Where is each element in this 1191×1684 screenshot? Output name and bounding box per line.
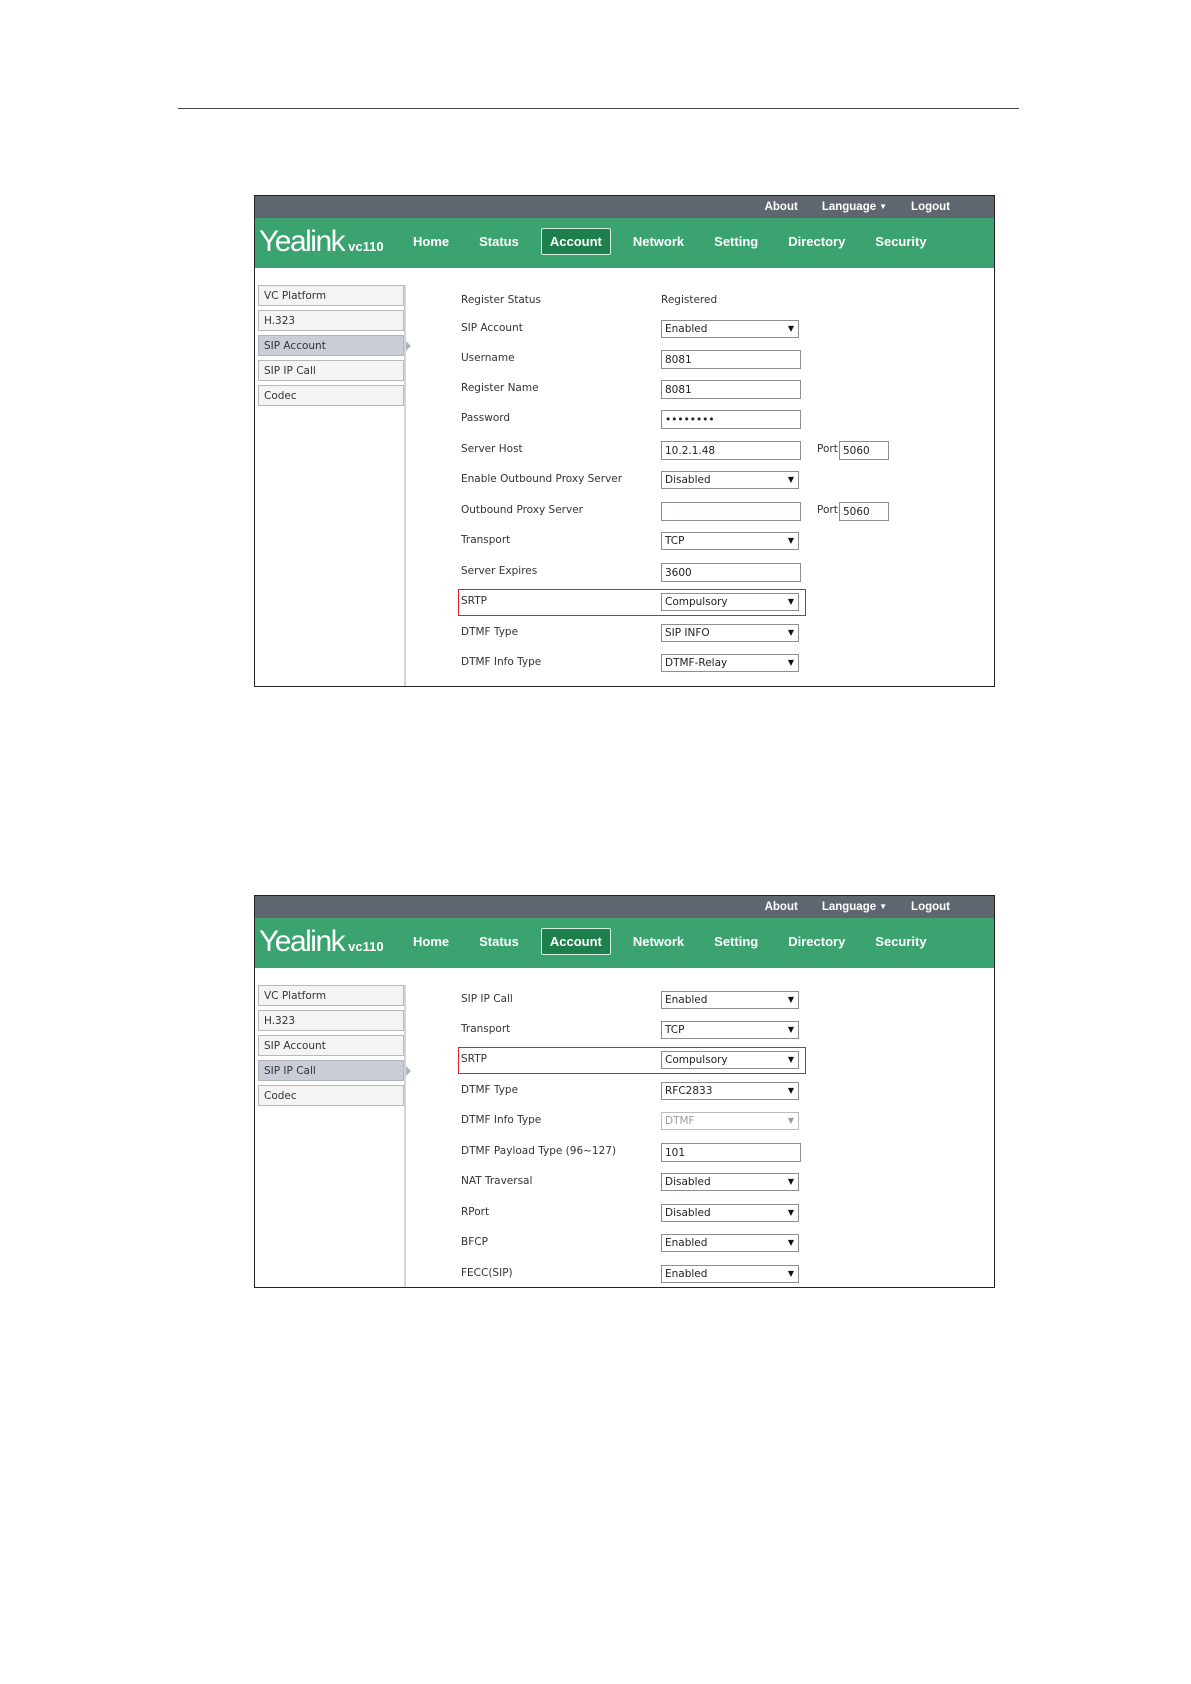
caret-down-icon: ▼ xyxy=(879,202,888,211)
yealink-logo xyxy=(259,225,384,259)
tab-home[interactable]: Home xyxy=(413,234,450,249)
logout-link[interactable]: Logout xyxy=(911,901,950,913)
dropdown-arrow-icon: ▼ xyxy=(787,1025,794,1034)
dtmf-info-type-label: DTMF Info Type xyxy=(461,1114,542,1126)
sip-ip-call-select[interactable] xyxy=(661,991,799,1009)
dropdown-arrow-icon: ▼ xyxy=(787,658,794,667)
row-transport xyxy=(255,532,994,552)
row-dtmf-info-type xyxy=(255,654,994,674)
dropdown-arrow-icon: ▼ xyxy=(787,536,794,545)
dropdown-arrow-icon: ▼ xyxy=(787,597,794,606)
password-input[interactable] xyxy=(661,410,801,429)
bfcp-label: BFCP xyxy=(461,1236,488,1248)
server-host-label: Server Host xyxy=(461,443,523,455)
row-fecc xyxy=(255,1265,994,1285)
sidebar-item-sip-account[interactable]: SIP Account xyxy=(258,1035,404,1056)
top-bar xyxy=(255,196,994,218)
sidebar-item-vc-platform[interactable]: VC Platform xyxy=(258,985,404,1006)
nav-bar xyxy=(255,218,994,268)
language-menu[interactable] xyxy=(822,901,887,913)
tab-network[interactable]: Network xyxy=(632,934,685,949)
row-transport xyxy=(255,1021,994,1041)
row-nat-traversal xyxy=(255,1173,994,1193)
dtmf-type-value: SIP INFO xyxy=(665,627,710,639)
dtmf-type-select[interactable] xyxy=(661,624,799,642)
caret-down-icon: ▼ xyxy=(879,902,888,911)
fecc-select[interactable] xyxy=(661,1265,799,1283)
dropdown-arrow-icon: ▼ xyxy=(787,475,794,484)
sidebar-item-codec[interactable]: Codec xyxy=(258,385,404,406)
dropdown-arrow-icon: ▼ xyxy=(787,1238,794,1247)
about-link[interactable]: About xyxy=(764,901,798,913)
row-outbound-server xyxy=(255,502,994,522)
tab-security[interactable]: Security xyxy=(875,234,927,249)
dtmf-info-type-label: DTMF Info Type xyxy=(461,656,542,668)
tab-network[interactable]: Network xyxy=(632,234,685,249)
dropdown-arrow-icon: ▼ xyxy=(787,1055,794,1064)
dropdown-arrow-icon: ▼ xyxy=(787,1116,794,1125)
sidebar-item-codec[interactable]: Codec xyxy=(258,1085,404,1106)
language-label: Language xyxy=(821,901,877,913)
screenshot-sip-account xyxy=(254,195,995,687)
srtp-value: Compulsory xyxy=(665,596,728,608)
top-bar xyxy=(255,896,994,918)
row-server-expires xyxy=(255,563,994,583)
tab-setting[interactable]: Setting xyxy=(714,234,759,249)
srtp-label: SRTP xyxy=(461,1053,487,1065)
bfcp-select[interactable] xyxy=(661,1234,799,1252)
dtmf-info-type-select xyxy=(661,1112,799,1130)
tab-account[interactable]: Account xyxy=(541,928,611,955)
row-bfcp xyxy=(255,1234,994,1254)
srtp-select[interactable] xyxy=(661,593,799,611)
sidebar-item-h323[interactable]: H.323 xyxy=(258,1010,404,1031)
row-outbound-enable xyxy=(255,471,994,491)
tab-security[interactable]: Security xyxy=(875,934,927,949)
row-sip-account xyxy=(255,320,994,340)
top-links xyxy=(765,196,950,218)
tab-account[interactable]: Account xyxy=(541,228,611,255)
row-dtmf-type xyxy=(255,1082,994,1102)
dtmf-payload-input[interactable] xyxy=(661,1143,801,1162)
outbound-enable-value: Disabled xyxy=(665,474,711,486)
server-port-label: Port xyxy=(817,443,838,455)
about-link[interactable]: About xyxy=(764,201,798,213)
tab-status[interactable]: Status xyxy=(479,934,519,949)
dropdown-arrow-icon: ▼ xyxy=(787,1177,794,1186)
row-password xyxy=(255,410,994,430)
row-username xyxy=(255,350,994,370)
sidebar-item-sip-account[interactable]: SIP Account xyxy=(258,335,404,356)
transport-label: Transport xyxy=(461,534,511,546)
dtmf-type-label: DTMF Type xyxy=(461,1084,519,1096)
row-dtmf-info-type xyxy=(255,1112,994,1132)
dropdown-arrow-icon: ▼ xyxy=(787,1208,794,1217)
logo-model: vc110 xyxy=(348,939,384,954)
transport-value: TCP xyxy=(665,1024,685,1036)
register-name-input[interactable] xyxy=(661,380,801,399)
dtmf-type-value: RFC2833 xyxy=(665,1085,713,1097)
srtp-select[interactable] xyxy=(661,1051,799,1069)
dtmf-payload-label: DTMF Payload Type (96~127) xyxy=(461,1145,617,1157)
register-name-label: Register Name xyxy=(461,382,539,394)
dropdown-arrow-icon: ▼ xyxy=(787,1269,794,1278)
username-input[interactable] xyxy=(661,350,801,369)
sidebar-item-vc-platform[interactable]: VC Platform xyxy=(258,285,404,306)
transport-label: Transport xyxy=(461,1023,511,1035)
nat-traversal-label: NAT Traversal xyxy=(461,1175,533,1187)
yealink-logo xyxy=(259,925,384,959)
transport-select[interactable] xyxy=(661,1021,799,1039)
srtp-value: Compulsory xyxy=(665,1054,728,1066)
tab-setting[interactable]: Setting xyxy=(714,934,759,949)
outbound-port-input[interactable] xyxy=(839,502,889,521)
outbound-enable-select[interactable] xyxy=(661,471,799,489)
nat-traversal-select[interactable] xyxy=(661,1173,799,1191)
logo-model: vc110 xyxy=(348,239,384,254)
rport-value: Disabled xyxy=(665,1207,711,1219)
logo-brand: Yealink xyxy=(259,225,345,258)
main-nav xyxy=(405,928,949,957)
tab-directory[interactable]: Directory xyxy=(788,934,846,949)
sip-ip-call-value: Enabled xyxy=(665,994,708,1006)
fecc-label: FECC(SIP) xyxy=(461,1267,513,1279)
tab-status[interactable]: Status xyxy=(479,234,519,249)
screenshot-sip-ip-call xyxy=(254,895,995,1288)
row-rport xyxy=(255,1204,994,1224)
row-srtp xyxy=(255,593,994,613)
row-dtmf-payload xyxy=(255,1143,994,1163)
transport-value: TCP xyxy=(665,535,685,547)
dropdown-arrow-icon: ▼ xyxy=(787,324,794,333)
register-status-label: Register Status xyxy=(461,294,542,306)
dropdown-arrow-icon: ▼ xyxy=(787,628,794,637)
sidebar-item-sip-ip-call[interactable]: SIP IP Call xyxy=(258,1060,404,1081)
dtmf-type-label: DTMF Type xyxy=(461,626,519,638)
language-label: Language xyxy=(821,201,877,213)
dtmf-type-select[interactable] xyxy=(661,1082,799,1100)
dtmf-info-type-value: DTMF-Relay xyxy=(665,657,728,669)
row-srtp xyxy=(255,1051,994,1071)
dropdown-arrow-icon: ▼ xyxy=(787,995,794,1004)
row-sip-ip-call xyxy=(255,991,994,1011)
server-host-input[interactable] xyxy=(661,441,801,460)
username-label: Username xyxy=(461,352,515,364)
bfcp-value: Enabled xyxy=(665,1237,708,1249)
dtmf-info-type-value: DTMF xyxy=(665,1115,695,1127)
nav-bar xyxy=(255,918,994,968)
sidebar-item-h323[interactable]: H.323 xyxy=(258,310,404,331)
transport-select[interactable] xyxy=(661,532,799,550)
outbound-server-label: Outbound Proxy Server xyxy=(461,504,583,516)
row-register-name xyxy=(255,380,994,400)
nat-traversal-value: Disabled xyxy=(665,1176,711,1188)
server-port-input[interactable] xyxy=(839,441,889,460)
rport-select[interactable] xyxy=(661,1204,799,1222)
row-dtmf-type xyxy=(255,624,994,644)
rport-label: RPort xyxy=(461,1206,490,1218)
language-menu[interactable] xyxy=(822,201,887,213)
sip-ip-call-label: SIP IP Call xyxy=(461,993,513,1005)
register-status-value: Registered xyxy=(661,294,718,306)
top-links xyxy=(765,896,950,918)
sip-account-label: SIP Account xyxy=(461,322,523,334)
fecc-value: Enabled xyxy=(665,1268,708,1280)
sip-account-value: Enabled xyxy=(665,323,708,335)
tab-home[interactable]: Home xyxy=(413,934,450,949)
sip-account-select[interactable] xyxy=(661,320,799,338)
main-nav xyxy=(405,228,949,257)
outbound-enable-label: Enable Outbound Proxy Server xyxy=(461,473,623,485)
row-server-host xyxy=(255,441,994,461)
server-expires-input[interactable] xyxy=(661,563,801,582)
outbound-server-input[interactable] xyxy=(661,502,801,521)
server-expires-label: Server Expires xyxy=(461,565,538,577)
dropdown-arrow-icon: ▼ xyxy=(787,1086,794,1095)
logo-brand: Yealink xyxy=(259,925,345,958)
logout-link[interactable]: Logout xyxy=(911,201,950,213)
row-register-status xyxy=(255,292,994,312)
dtmf-info-type-select[interactable] xyxy=(661,654,799,672)
tab-directory[interactable]: Directory xyxy=(788,234,846,249)
sidebar-item-sip-ip-call[interactable]: SIP IP Call xyxy=(258,360,404,381)
srtp-label: SRTP xyxy=(461,595,487,607)
password-label: Password xyxy=(461,412,511,424)
page-header-rule xyxy=(178,108,1019,109)
outbound-port-label: Port xyxy=(817,504,838,516)
